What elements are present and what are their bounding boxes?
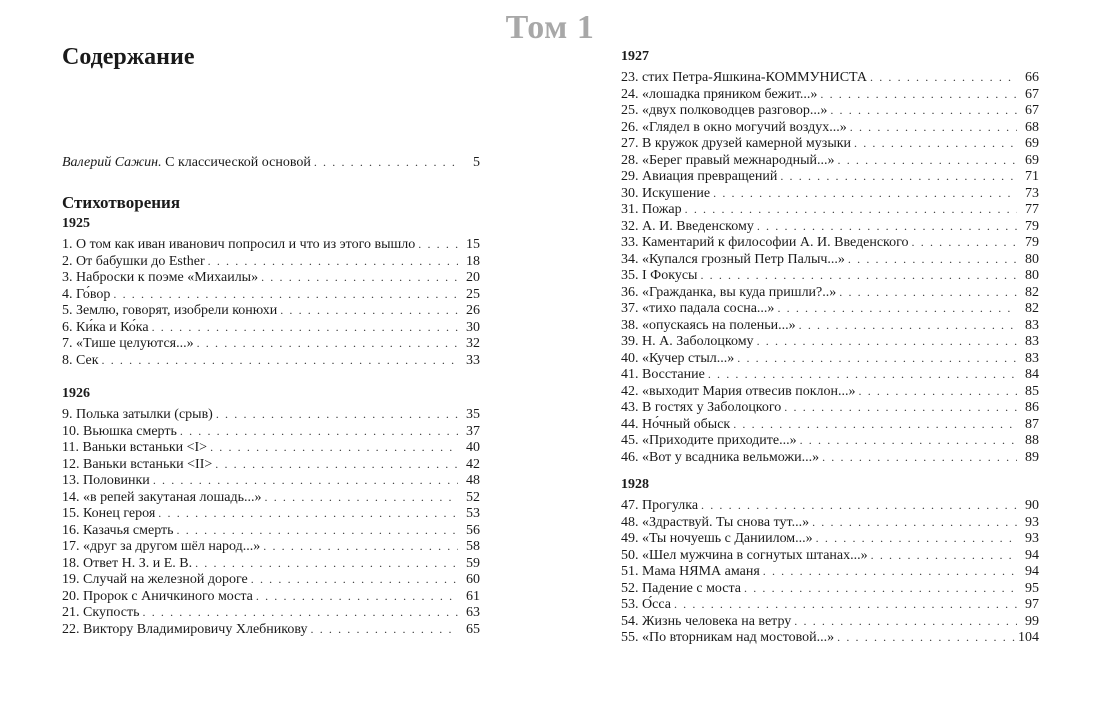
toc-entry-title: 13. Половинки (62, 473, 150, 488)
toc-entry-page-number: 60 (466, 572, 480, 587)
toc-entry-title: 53. О́сса (621, 597, 671, 612)
toc-list-1928 (621, 497, 1039, 646)
toc-entry-page-number: 93 (1025, 531, 1039, 546)
toc-entry[interactable] (621, 102, 1039, 119)
toc-entry[interactable] (62, 489, 480, 506)
toc-entry-page-number: 71 (1025, 169, 1039, 184)
dot-leader (311, 621, 459, 638)
dot-leader (261, 269, 458, 286)
toc-entry[interactable] (62, 472, 480, 489)
toc-entry[interactable] (62, 555, 480, 572)
dot-leader (820, 86, 1017, 103)
dot-leader (102, 352, 458, 369)
toc-entry-title: 55. «По вторникам над мостовой...» (621, 630, 835, 645)
toc-entry[interactable] (621, 284, 1039, 301)
toc-entry[interactable] (621, 580, 1039, 597)
toc-entry[interactable] (621, 152, 1039, 169)
toc-entry-page-number: 89 (1025, 449, 1039, 465)
toc-entry-page-number: 42 (466, 456, 480, 472)
toc-entry[interactable] (62, 319, 480, 336)
dot-leader (850, 119, 1017, 136)
poems-section-heading-block (62, 192, 480, 214)
toc-entry[interactable] (621, 497, 1039, 514)
toc-entry[interactable] (621, 399, 1039, 416)
toc-entry-title: 9. Полька затылки (срыв) (62, 407, 213, 422)
year-heading-1926: 1926 (62, 386, 90, 401)
toc-entry-title: 32. А. И. Введенскому (621, 218, 754, 234)
dot-leader (700, 267, 1017, 284)
toc-entry-page-number: 82 (1025, 284, 1039, 300)
dot-leader (113, 286, 458, 303)
dot-leader (733, 416, 1017, 433)
toc-entry-page-number: 40 (466, 440, 480, 455)
toc-entry-page-number: 90 (1025, 498, 1039, 513)
toc-entry-title: 4. Го́вор (62, 286, 111, 302)
toc-entry-page-number: 104 (1018, 630, 1039, 645)
toc-entry-title: 44. Но́чный обыск (621, 416, 731, 432)
toc-entry-title: 24. «лошадка пряником бежит...» (621, 86, 818, 102)
toc-entry-title: 54. Жизнь человека на ветру (621, 613, 792, 629)
toc-entry-page-number: 94 (1025, 547, 1039, 563)
dot-leader (800, 432, 1017, 449)
dot-leader (314, 154, 458, 171)
dot-leader (265, 489, 458, 506)
toc-entry-title: 23. стих Петра-Яшкина-КОММУНИСТА (621, 70, 868, 85)
toc-entry-title: 31. Пожар (621, 202, 682, 217)
toc-entry-page-number: 66 (1025, 70, 1039, 85)
toc-entry-title: 10. Вьюшка смерть (62, 423, 177, 439)
toc-entry[interactable] (621, 366, 1039, 383)
dot-leader (180, 423, 458, 440)
toc-entry-page-number: 18 (466, 253, 480, 269)
toc-entry-title: 2. От бабушки до Esther (62, 253, 205, 269)
toc-entry-page-number: 73 (1025, 185, 1039, 201)
toc-entry[interactable] (621, 596, 1039, 613)
toc-entry-page-number: 67 (1025, 86, 1039, 102)
dot-leader (216, 406, 458, 423)
toc-entry[interactable] (62, 269, 480, 286)
dot-leader (757, 218, 1017, 235)
toc-entry[interactable] (62, 406, 480, 423)
toc-entry-intro[interactable] (62, 154, 480, 171)
dot-leader (780, 168, 1017, 185)
toc-entry-page-number: 37 (466, 423, 480, 439)
toc-entry-title: 39. Н. А. Заболоцкому (621, 334, 754, 349)
toc-entry[interactable] (621, 547, 1039, 564)
toc-entry-title: 6. Ки́ка и Ко́ка (62, 319, 149, 335)
toc-list-1927 (621, 69, 1039, 465)
toc-entry-page-number: 97 (1025, 597, 1039, 612)
dot-leader (912, 234, 1017, 251)
toc-entry[interactable] (621, 234, 1039, 251)
dot-leader (799, 317, 1017, 334)
toc-entry-title: 20. Пророк с Аничкиного моста (62, 588, 253, 604)
toc-entry[interactable] (621, 333, 1039, 350)
dot-leader (737, 350, 1017, 367)
toc-entry[interactable] (621, 383, 1039, 400)
toc-entry-title: 45. «Приходите приходите...» (621, 433, 797, 448)
toc-entry[interactable] (62, 302, 480, 319)
toc-entry[interactable] (62, 253, 480, 270)
toc-entry-title: 49. «Ты ночуешь с Даниилом...» (621, 531, 813, 546)
year-heading-1925: 1925 (62, 216, 90, 231)
toc-entry-page-number: 67 (1025, 103, 1039, 118)
dot-leader (152, 319, 458, 336)
dot-leader (822, 449, 1017, 466)
toc-entry-page-number: 95 (1025, 580, 1039, 596)
toc-entry[interactable] (62, 505, 480, 522)
dot-leader (784, 399, 1017, 416)
year-heading-1926-block (62, 385, 480, 403)
toc-entry[interactable] (621, 251, 1039, 268)
dot-leader (816, 530, 1017, 547)
dot-leader (195, 555, 458, 572)
toc-entry[interactable] (62, 352, 480, 369)
dot-leader (210, 439, 458, 456)
dot-leader (839, 284, 1017, 301)
toc-entry-page-number: 30 (466, 319, 480, 335)
toc-list-1925 (62, 236, 480, 368)
toc-entry-title: 36. «Гражданка, вы куда пришли?..» (621, 284, 837, 300)
toc-entry-page-number: 48 (466, 473, 480, 488)
toc-entry-page-number: 35 (466, 407, 480, 422)
dot-leader (674, 596, 1017, 613)
toc-entry-title: 18. Ответ Н. З. и Е. В. (62, 555, 193, 571)
toc-entry-page-number: 25 (466, 286, 480, 302)
toc-entry-page-number: 79 (1025, 235, 1039, 250)
toc-entry-page-number: 87 (1025, 416, 1039, 432)
intro-entry-block (62, 154, 480, 171)
toc-entry-title: 27. В кружок друзей камерной музыки (621, 136, 852, 151)
toc-entry-page-number: 86 (1025, 400, 1039, 415)
year-heading-1928: 1928 (621, 477, 649, 492)
toc-entry-page-number: 69 (1025, 152, 1039, 168)
toc-entry-page-number: 69 (1025, 136, 1039, 151)
toc-entry[interactable] (621, 119, 1039, 136)
toc-entry-title: 5. Землю, говорят, изобрели конюхи (62, 303, 278, 318)
toc-entry-page-number: 59 (466, 555, 480, 571)
toc-entry[interactable] (621, 416, 1039, 433)
toc-entry[interactable] (62, 522, 480, 539)
toc-entry[interactable] (621, 218, 1039, 235)
toc-entry-title: 7. «Тише целуются...» (62, 336, 194, 351)
toc-entry-title: 35. I Фокусы (621, 268, 698, 283)
dot-leader (871, 547, 1017, 564)
dot-leader (215, 456, 458, 473)
dot-leader (177, 522, 458, 539)
dot-leader (263, 538, 458, 555)
section-title: Стихотворения (62, 193, 181, 212)
toc-entry-title: 1. О том как иван иванович попросил и что из этого вышло (62, 237, 416, 252)
toc-entry-title: 41. Восстание (621, 367, 705, 382)
dot-leader (256, 588, 458, 605)
toc-entry-page-number: 99 (1025, 613, 1039, 629)
toc-entry-page-number: 63 (466, 605, 480, 620)
toc-entry-title: 3. Наброски к поэме «Михаилы» (62, 270, 259, 285)
toc-entry[interactable] (621, 514, 1039, 531)
year-heading-1927-block (621, 48, 1039, 66)
toc-entry[interactable] (62, 286, 480, 303)
toc-entry-title: 38. «опускаясь на поленьи...» (621, 317, 796, 333)
dot-leader (763, 563, 1017, 580)
dot-leader (418, 236, 458, 253)
toc-entry[interactable] (621, 613, 1039, 630)
dot-leader (838, 152, 1018, 169)
toc-entry[interactable] (62, 439, 480, 456)
toc-entry-page-number: 94 (1025, 564, 1039, 579)
intro-title: С классической основой (161, 155, 311, 170)
toc-entry-title: 29. Авиация превращений (621, 169, 778, 184)
intro-page-number: 5 (473, 155, 480, 170)
toc-entry-title: 28. «Берег правый межнародный...» (621, 152, 835, 168)
year-heading-1927: 1927 (621, 49, 649, 64)
toc-entry-title: 50. «Шел мужчина в согнутых штанах...» (621, 547, 868, 563)
dot-leader (251, 571, 458, 588)
toc-entry-page-number: 58 (466, 539, 480, 554)
dot-leader (757, 333, 1017, 350)
toc-entry-title: 8. Сек (62, 352, 99, 368)
toc-entry-page-number: 33 (466, 352, 480, 368)
dot-leader (794, 613, 1017, 630)
toc-entry-page-number: 56 (466, 522, 480, 538)
toc-entry-title: 40. «Кучер стыл...» (621, 350, 735, 366)
toc-entry-title: 26. «Глядел в окно могучий воздух...» (621, 119, 847, 135)
toc-entry[interactable] (62, 538, 480, 555)
toc-entry-title: 48. «Здраствуй. Ты снова тут...» (621, 514, 810, 530)
toc-entry[interactable] (621, 69, 1039, 86)
dot-leader (777, 300, 1017, 317)
toc-entry[interactable] (621, 135, 1039, 152)
toc-entry-title: 42. «выходит Мария отвесив поклон...» (621, 383, 856, 399)
toc-entry-title: 30. Искушение (621, 185, 711, 201)
page-title: Содержание (62, 44, 195, 70)
dot-leader (280, 302, 458, 319)
toc-entry-page-number: 61 (466, 588, 480, 604)
toc-entry[interactable] (621, 86, 1039, 103)
toc-entry-page-number: 79 (1025, 218, 1039, 234)
toc-entry-page-number: 83 (1025, 350, 1039, 366)
dot-leader (830, 102, 1017, 119)
year-heading-1928-block (621, 476, 1039, 494)
toc-entry[interactable] (621, 350, 1039, 367)
dot-leader (713, 185, 1017, 202)
toc-entry[interactable] (62, 621, 480, 638)
toc-entry-title: 21. Скупость (62, 605, 140, 620)
toc-entry-page-number: 88 (1025, 433, 1039, 448)
dot-leader (812, 514, 1017, 531)
toc-entry-page-number: 15 (466, 237, 480, 252)
toc-entry[interactable] (621, 629, 1039, 646)
toc-entry-title: 46. «Вот у всадника вельможи...» (621, 449, 820, 465)
dot-leader (208, 253, 458, 270)
dot-leader (158, 505, 458, 522)
toc-entry-page-number: 53 (466, 506, 480, 521)
dot-leader (701, 497, 1017, 514)
toc-entry-title: 19. Случай на железной дороге (62, 572, 248, 587)
toc-entry-title: 47. Прогулка (621, 498, 699, 513)
toc-entry-page-number: 83 (1025, 317, 1039, 333)
dot-leader (848, 251, 1017, 268)
toc-entry-title: 12. Ваньки встаньки <II> (62, 456, 213, 472)
dot-leader (153, 472, 458, 489)
toc-entry[interactable] (621, 563, 1039, 580)
toc-entry[interactable] (621, 300, 1039, 317)
toc-entry-page-number: 93 (1025, 514, 1039, 530)
toc-entry[interactable] (621, 530, 1039, 547)
dot-leader (859, 383, 1017, 400)
dot-leader (685, 201, 1017, 218)
dot-leader (197, 335, 458, 352)
toc-entry[interactable] (621, 432, 1039, 449)
year-heading-1925-block (62, 215, 480, 233)
toc-entry-page-number: 26 (466, 303, 480, 318)
toc-entry-page-number: 85 (1025, 383, 1039, 399)
toc-entry-title: 17. «друг за другом шёл народ...» (62, 539, 261, 554)
toc-entry-title: 34. «Купался грозный Петр Палыч...» (621, 251, 845, 267)
toc-entry[interactable] (621, 168, 1039, 185)
intro-author: Валерий Сажин. (62, 155, 162, 170)
toc-list-1926 (62, 406, 480, 637)
toc-entry-title: 37. «тихо падала сосна...» (621, 301, 775, 316)
toc-entry-title: 43. В гостях у Заболоцкого (621, 400, 782, 415)
toc-entry-page-number: 83 (1025, 334, 1039, 349)
dot-leader (143, 604, 459, 621)
toc-entry[interactable] (62, 236, 480, 253)
toc-entry-page-number: 77 (1025, 202, 1039, 217)
toc-entry-page-number: 82 (1025, 301, 1039, 316)
toc-entry-page-number: 65 (466, 621, 480, 637)
toc-entry-page-number: 80 (1025, 251, 1039, 267)
toc-entry[interactable] (62, 335, 480, 352)
toc-entry[interactable] (621, 267, 1039, 284)
toc-entry-page-number: 20 (466, 270, 480, 285)
toc-entry[interactable] (621, 185, 1039, 202)
toc-entry-title: 16. Казачья смерть (62, 522, 174, 538)
toc-entry-title: 52. Падение с моста (621, 580, 741, 596)
toc-entry-page-number: 32 (466, 336, 480, 351)
toc-entry-title: 51. Мама НЯМА аманя (621, 564, 760, 579)
toc-entry-title: 25. «двух полководцев разговор...» (621, 103, 828, 118)
toc-entry[interactable] (62, 588, 480, 605)
toc-entry-title: 15. Конец героя (62, 506, 156, 521)
toc-entry-page-number: 52 (466, 489, 480, 505)
toc-entry[interactable] (621, 317, 1039, 334)
dot-leader (708, 366, 1017, 383)
dot-leader (837, 629, 1015, 646)
toc-entry[interactable] (621, 449, 1039, 466)
toc-entry-title: 22. Виктору Владимировичу Хлебникову (62, 621, 308, 637)
toc-entry[interactable] (62, 571, 480, 588)
dot-leader (854, 135, 1017, 152)
toc-entry-title: 11. Ваньки встаньки <I> (62, 440, 208, 455)
toc-entry[interactable] (62, 604, 480, 621)
toc-entry-page-number: 80 (1025, 268, 1039, 283)
toc-entry[interactable] (621, 201, 1039, 218)
toc-entry[interactable] (62, 456, 480, 473)
toc-entry-title: 14. «в репей закутаная лошадь...» (62, 489, 262, 505)
toc-entry[interactable] (62, 423, 480, 440)
toc-entry-page-number: 68 (1025, 119, 1039, 135)
volume-title: Том 1 (505, 9, 595, 46)
toc-entry-page-number: 84 (1025, 367, 1039, 382)
dot-leader (870, 69, 1017, 86)
toc-entry-title: 33. Каментарий к философии А. И. Введенского (621, 235, 909, 250)
dot-leader (744, 580, 1017, 597)
